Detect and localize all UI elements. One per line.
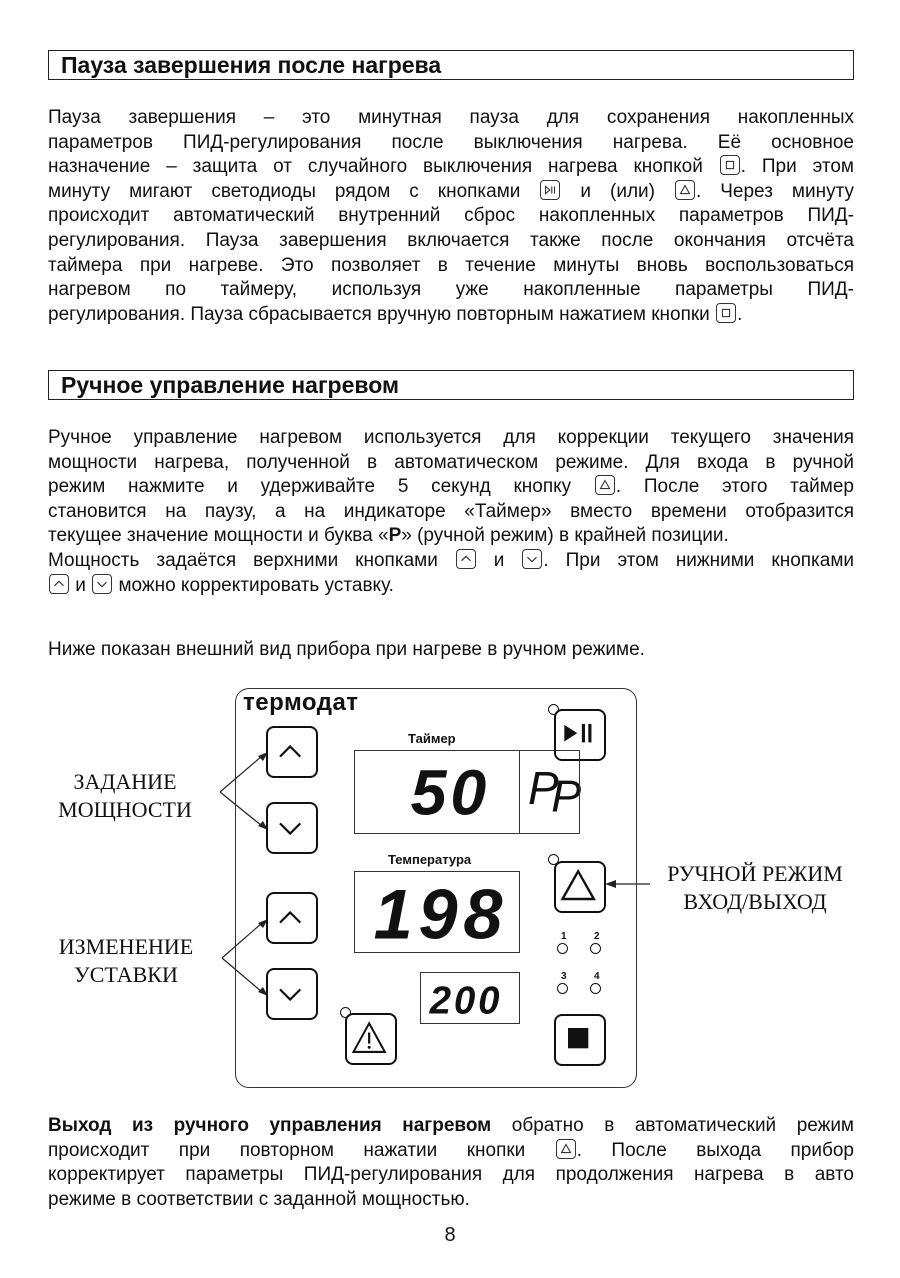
- manual-paragraph: [48, 426, 854, 598]
- manual-mode-button[interactable]: [554, 861, 606, 913]
- down-key-icon: [522, 549, 542, 569]
- timer-display: [354, 750, 582, 834]
- power-down-button[interactable]: [266, 802, 318, 854]
- callout-setpoint: ИЗМЕНЕНИЕ УСТАВКИ: [58, 934, 194, 987]
- text-line: режиме в соответствии с заданной мощностью.: [48, 1188, 470, 1210]
- device-panel: [235, 688, 637, 1088]
- text-line: регулирования. Пауза завершения включается также после окончания отсчёта: [48, 229, 854, 251]
- alarm-button[interactable]: [345, 1013, 397, 1065]
- led-label-2: 2: [594, 931, 600, 942]
- section-heading-manual: Ручное управление нагревом: [48, 370, 854, 400]
- setpoint-display: [420, 972, 520, 1024]
- text-line: Мощность задаётся верхними кнопками и . При этом нижними кнопками: [48, 549, 855, 571]
- text-line: текущее значение мощности и буква «P» (ручной режим) в крайней позиции.: [48, 525, 729, 547]
- down-key-icon: [92, 574, 112, 594]
- stop-key-icon: [716, 303, 736, 323]
- led-label-3: 3: [561, 971, 567, 982]
- callout-manual: РУЧНОЙ РЕЖИМ ВХОД/ВЫХОД: [667, 861, 843, 914]
- timer-mode: P: [551, 770, 582, 822]
- section-heading-pause: Пауза завершения после нагрева: [48, 50, 854, 80]
- exit-paragraph: [48, 1114, 854, 1212]
- text-line: Выход из ручного управления нагревом обратно в автоматический режим: [48, 1115, 854, 1136]
- manual-mode-indicator: P: [528, 762, 559, 814]
- timer-label: Таймер: [408, 731, 456, 746]
- text-line: нагревом по таймеру, используя уже накопленные параметры ПИД-: [48, 279, 854, 301]
- temperature-label: Температура: [388, 852, 472, 867]
- text-line: назначение – защита от случайного выключения нагрева кнопкой . При этом: [48, 156, 854, 178]
- text-line: становится на паузу, а на индикаторе «Таймер» вместо времени отобразится: [48, 500, 854, 522]
- text-line: таймера при нагреве. Это позволяет в течение минуты вновь воспользоваться: [48, 254, 854, 276]
- text-line: и можно корректировать уставку.: [48, 574, 854, 599]
- stop-button[interactable]: [554, 1014, 606, 1066]
- stop-key-icon: [720, 155, 740, 175]
- text-line: происходит автоматический внутренний сброс накопленных параметров ПИД-: [48, 205, 854, 227]
- text-line: Ручное управление нагревом используется для коррекции текущего значения: [48, 427, 854, 448]
- text-line: параметров ПИД-регулирования после выключения нагрева. Её основное: [48, 131, 854, 153]
- timer-value: 50: [410, 756, 491, 829]
- play-pause-button[interactable]: [554, 709, 606, 761]
- triangle-key-icon: [675, 180, 695, 200]
- pause-paragraph: [48, 106, 854, 327]
- setpoint-value: 200: [429, 979, 503, 1023]
- text-line: Пауза завершения – это минутная пауза для сохранения накопленных: [48, 107, 854, 128]
- callout-power: ЗАДАНИЕ МОЩНОСТИ: [58, 769, 192, 822]
- device-intro-text: Ниже показан внешний вид прибора при нагреве в ручном режиме.: [48, 639, 645, 660]
- text-line: минуту мигают светодиоды рядом с кнопками и (или) . Через минуту: [48, 180, 854, 202]
- page-number: 8: [444, 1224, 456, 1246]
- text-line: корректирует параметры ПИД-регулирования для продолжения нагрева в авто: [48, 1164, 854, 1186]
- power-up-button[interactable]: [266, 726, 318, 778]
- led-2: [590, 943, 601, 954]
- led-1: [557, 943, 568, 954]
- led-label-4: 4: [594, 971, 600, 982]
- triangle-key-icon: [595, 475, 615, 495]
- text-line: регулирования. Пауза сбрасывается вручную повторным нажатием кнопки .: [48, 303, 743, 325]
- setpoint-down-button[interactable]: [266, 968, 318, 1020]
- led-3: [557, 983, 568, 994]
- up-key-icon: [456, 549, 476, 569]
- device-illustration: [0, 680, 900, 1090]
- up-key-icon: [49, 574, 69, 594]
- setpoint-up-button[interactable]: [266, 892, 318, 944]
- play-pause-key-icon: [540, 180, 560, 200]
- triangle-key-icon: [556, 1139, 576, 1159]
- text-line: режим нажмите и удерживайте 5 секунд кнопку . После этого таймер: [48, 476, 854, 498]
- brand-logo: термодат: [243, 689, 359, 716]
- text-line: мощности нагрева, полученной в автоматическом режиме. Для входа в ручной: [48, 451, 854, 473]
- text-line: происходит при повторном нажатии кнопки . После выхода прибор: [48, 1139, 854, 1161]
- temperature-value: 198: [373, 874, 509, 954]
- led-4: [590, 983, 601, 994]
- temperature-display: [354, 871, 520, 953]
- timer-mode-frame: [520, 750, 580, 834]
- led-label-1: 1: [561, 931, 567, 942]
